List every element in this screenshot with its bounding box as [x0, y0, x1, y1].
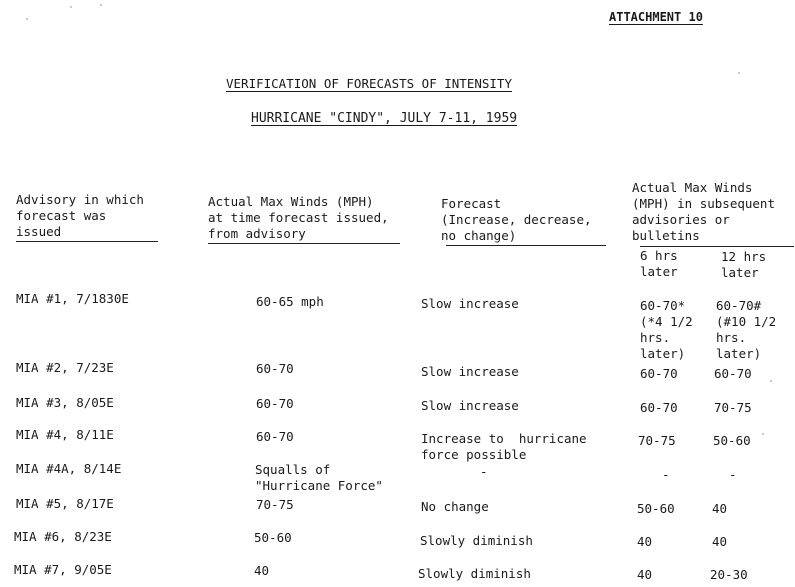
row-5-advisory: MIA #4A, 8/14E [16, 461, 122, 476]
header-6hrs: 6 hrs later [640, 248, 678, 279]
row-2-actual: 60-70 [256, 361, 294, 376]
row-5-forecast: - [480, 464, 488, 479]
header-actual-winds: Actual Max Winds (MPH) at time forecast issued, from advisory [208, 194, 389, 241]
header-advisory: Advisory in which forecast was issued [16, 192, 144, 239]
row-1-advisory: MIA #1, 7/1830E [16, 291, 129, 306]
row-2-12hrs: 60-70 [714, 366, 752, 381]
row-8-6hrs: 40 [637, 567, 653, 582]
header-rule [640, 246, 794, 247]
row-3-12hrs: 70-75 [714, 400, 752, 415]
scan-speck [762, 433, 764, 435]
scan-speck [770, 380, 772, 382]
row-5-12hrs: - [729, 467, 737, 482]
row-4-12hrs: 50-60 [713, 433, 751, 448]
header-12hrs: 12 hrs later [721, 249, 767, 280]
row-3-6hrs: 60-70 [640, 400, 678, 415]
row-8-actual: 40 [254, 563, 270, 578]
row-2-advisory: MIA #2, 7/23E [16, 360, 114, 375]
row-7-advisory: MIA #6, 8/23E [14, 529, 112, 544]
row-5-actual: Squalls of "Hurricane Force" [255, 462, 383, 493]
header-forecast: Forecast (Increase, decrease, no change) [441, 196, 592, 243]
row-3-forecast: Slow increase [421, 398, 519, 413]
document-subtitle: HURRICANE "CINDY", JULY 7-11, 1959 [251, 111, 518, 126]
row-7-forecast: Slowly diminish [420, 533, 533, 548]
scan-speck [738, 72, 740, 74]
row-8-advisory: MIA #7, 9/05E [14, 562, 112, 577]
row-5-6hrs: - [662, 467, 670, 482]
row-3-advisory: MIA #3, 8/05E [16, 395, 114, 410]
row-1-forecast: Slow increase [421, 296, 519, 311]
row-8-forecast: Slowly diminish [418, 566, 531, 581]
row-7-12hrs: 40 [712, 534, 728, 549]
row-1-actual: 60-65 mph [256, 294, 324, 309]
attachment-label: ATTACHMENT 10 [609, 10, 703, 24]
row-1-6hrs: 60-70* (*4 1/2 hrs. later) [640, 298, 693, 361]
row-7-actual: 50-60 [254, 530, 292, 545]
scan-speck [26, 18, 28, 20]
header-rule [208, 243, 400, 244]
row-4-forecast: Increase to hurricane force possible [421, 431, 587, 462]
row-6-actual: 70-75 [256, 497, 294, 512]
row-4-actual: 60-70 [256, 429, 294, 444]
header-rule [16, 241, 158, 242]
row-6-advisory: MIA #5, 8/17E [16, 496, 114, 511]
row-7-6hrs: 40 [637, 534, 653, 549]
document-title: VERIFICATION OF FORECASTS OF INTENSITY [226, 76, 512, 91]
row-6-6hrs: 50-60 [637, 501, 675, 516]
scan-speck [100, 4, 102, 6]
row-1-12hrs: 60-70# (#10 1/2 hrs. later) [716, 298, 777, 361]
row-3-actual: 60-70 [256, 396, 294, 411]
header-subsequent-winds: Actual Max Winds (MPH) in subsequent advisories or bulletins [632, 180, 775, 243]
row-4-advisory: MIA #4, 8/11E [16, 427, 114, 442]
scan-speck [70, 6, 72, 8]
row-4-6hrs: 70-75 [638, 433, 676, 448]
row-2-forecast: Slow increase [421, 364, 519, 379]
row-2-6hrs: 60-70 [640, 366, 678, 381]
row-6-12hrs: 40 [712, 501, 728, 516]
row-8-12hrs: 20-30 [710, 567, 748, 582]
row-6-forecast: No change [421, 499, 489, 514]
header-rule [446, 245, 606, 246]
